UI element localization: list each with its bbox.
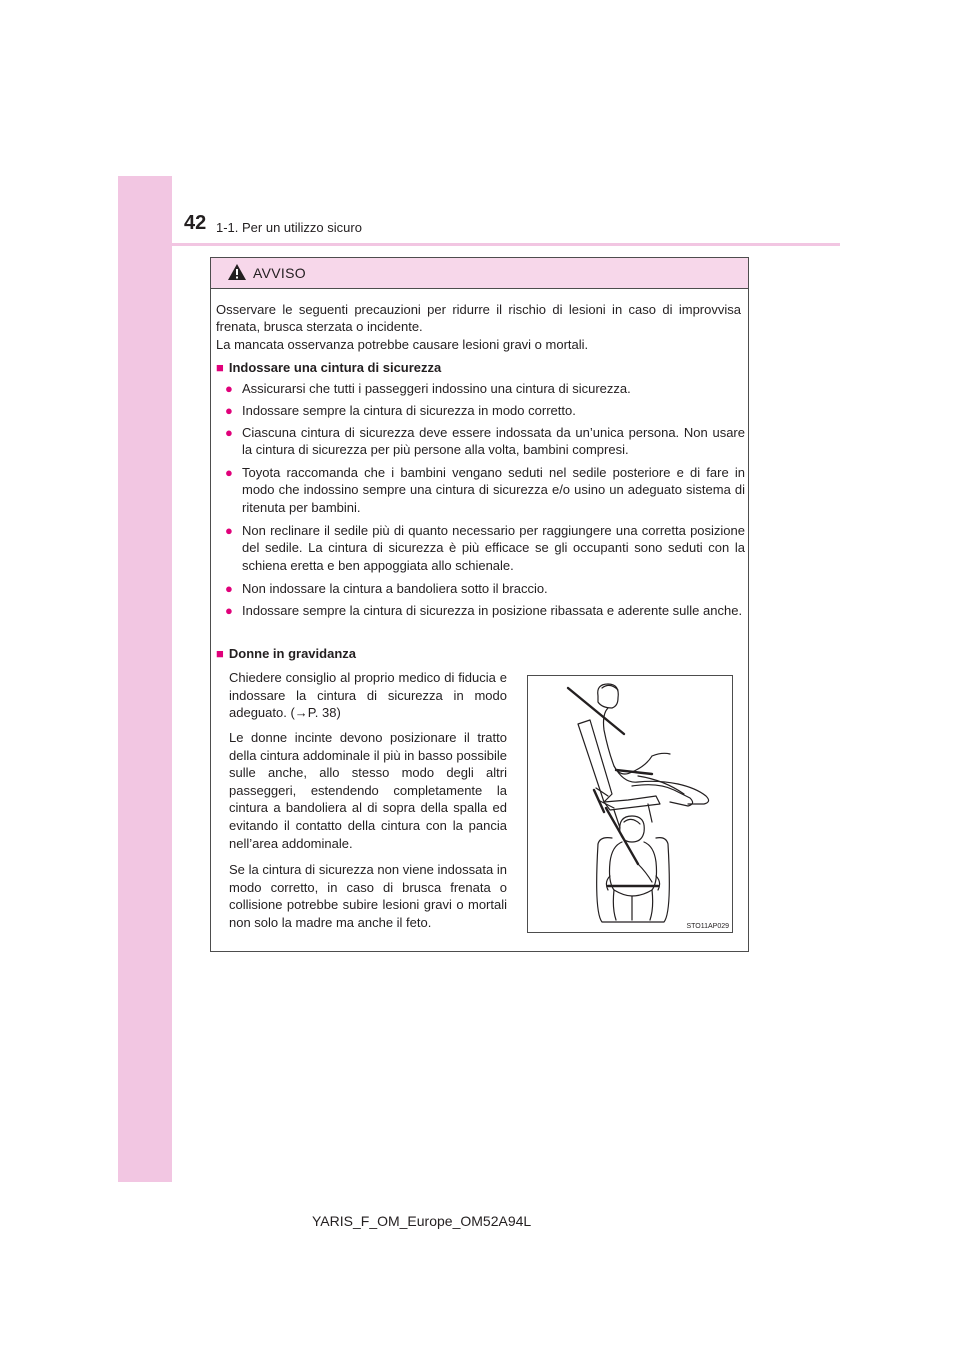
page-number: 42 xyxy=(184,212,207,234)
illustration-code: STO11AP029 xyxy=(686,923,729,930)
list-item: ● Ciascuna cintura di sicurezza deve essere indossata da un’unica persona. Non usare la cintura di sicurezza per più persone alla volta, bambini compresi. xyxy=(225,425,745,458)
pregnancy-paragraph: Se la cintura di sicurezza non viene indossata in modo corretto, in caso di brusca frenata o collisione potrebbe subire lesioni gravi o mortali non solo la madre ma anche il feto. xyxy=(229,862,507,930)
pregnant-seatbelt-illustration xyxy=(527,675,733,933)
warning-triangle-icon xyxy=(227,263,247,281)
side-strip xyxy=(118,176,172,1182)
list-item: ● Non reclinare il sedile più di quanto necessario per raggiungere una corretta posizione del sedile. La cintura di sicurezza è più efficace se gli occupanti sono seduti con la schiena eretta e ben appoggiata allo schienale. xyxy=(225,523,745,573)
pregnancy-paragraph: Chiedere consiglio al proprio medico di fiducia e indossare la cintura di sicurezza in modo adeguato. (→P. 38) xyxy=(229,670,507,721)
list-item: ● Indossare sempre la cintura di sicurezza in modo corretto. xyxy=(225,403,576,418)
pregnancy-paragraph: Le donne incinte devono posizionare il tratto della cintura addominale il più in basso possibile sulle anche, allo stesso modo degli altri passeggeri, estendendo completamente la cintura a bandoliera al di sopra della spalla ed evitando il contatto della cintura con la pancia nell’area addominale. xyxy=(229,730,507,851)
bullet-dot-icon: ● xyxy=(225,465,233,480)
warning-title: AVVISO xyxy=(253,265,306,281)
header-rule xyxy=(118,243,840,246)
bullet-dot-icon: ● xyxy=(225,425,233,440)
section-heading-pregnancy: ■ Donne in gravidanza xyxy=(216,646,356,661)
intro-line-2: La mancata osservanza potrebbe causare lesioni gravi o mortali. xyxy=(216,336,589,352)
footer-document-code: YARIS_F_OM_Europe_OM52A94L xyxy=(312,1213,532,1229)
list-item: ● Toyota raccomanda che i bambini vengano seduti nel sedile posteriore e di fare in modo che indossino sempre una cintura di sicurezza e/o usino un adeguato sistema di ritenuta per bambini. xyxy=(225,465,745,515)
seated-woman-figure xyxy=(528,676,732,932)
section-title: 1-1. Per un utilizzo sicuro xyxy=(216,220,362,235)
list-item: ● Indossare sempre la cintura di sicurezza in posizione ribassata e aderente sulle anche. xyxy=(225,603,743,618)
warning-header xyxy=(211,258,748,289)
bullet-dot-icon: ● xyxy=(225,523,233,538)
bullet-dot-icon: ● xyxy=(225,581,233,596)
warning-intro xyxy=(216,301,741,353)
bullet-dot-icon: ● xyxy=(225,603,233,618)
bullet-dot-icon: ● xyxy=(225,381,233,396)
square-bullet-icon: ■ xyxy=(216,360,224,375)
warning-box xyxy=(210,257,749,952)
list-item: ● Assicurarsi che tutti i passeggeri indossino una cintura di sicurezza. xyxy=(225,381,631,396)
square-bullet-icon: ■ xyxy=(216,646,224,661)
list-item: ● Non indossare la cintura a bandoliera sotto il braccio. xyxy=(225,581,548,596)
bullet-dot-icon: ● xyxy=(225,403,233,418)
section-heading-seatbelt: ■ Indossare una cintura di sicurezza xyxy=(216,360,442,375)
intro-line-1: Osservare le seguenti precauzioni per ridurre il rischio di lesioni in caso di improvvisa frenata, brusca sterzata o incidente. xyxy=(216,302,741,335)
